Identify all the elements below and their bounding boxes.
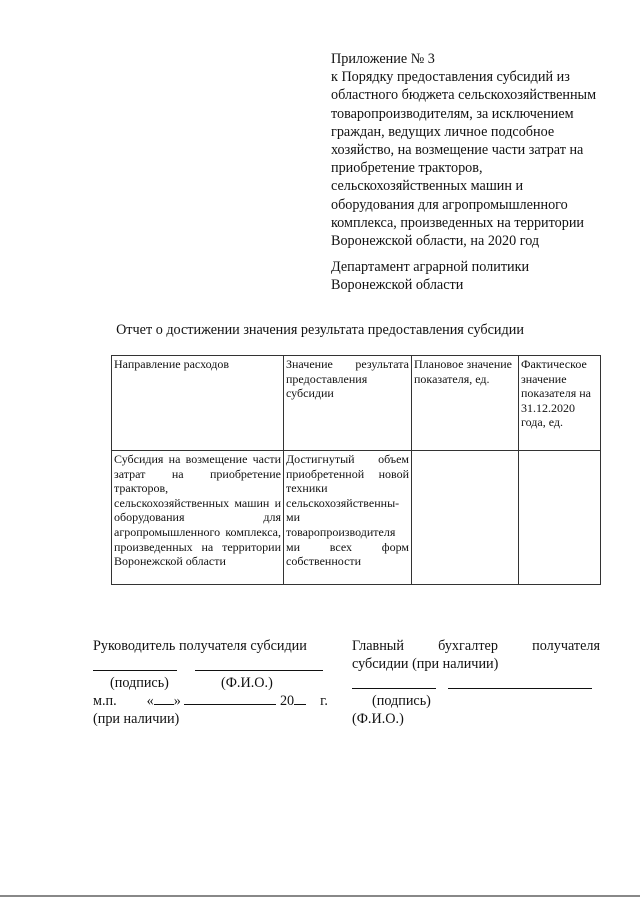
header-direction: Направление расходов — [112, 356, 284, 451]
report-title: Отчет о достижении значения результата предоставления субсидии — [116, 322, 524, 338]
sign-label: (подпись) — [110, 675, 169, 691]
date-line — [93, 692, 328, 710]
header-result: Значение результата предоставления субсидии — [284, 356, 412, 451]
accountant-signature-line[interactable] — [352, 676, 436, 689]
fio-line[interactable] — [195, 658, 323, 671]
year-prefix: 20 — [279, 693, 295, 709]
month-line[interactable] — [184, 692, 276, 705]
year-line[interactable] — [294, 692, 306, 705]
department-line: Воронежской области — [331, 277, 464, 294]
report-table — [111, 355, 601, 585]
appendix-line: к Порядку предоставления субсидий из — [331, 69, 570, 86]
cell-planned[interactable] — [412, 451, 519, 585]
head-signature-title: Руководитель получателя субсидии — [93, 638, 307, 654]
appendix-line: товаропроизводителям, за исключением — [331, 105, 574, 122]
appendix-line: комплекса, произведенных на территории — [331, 214, 585, 231]
appendix-line: областного бюджета сельскохозяйственным — [331, 87, 597, 104]
department-block — [331, 258, 605, 294]
table-header-row — [112, 356, 601, 451]
page-bottom-edge — [0, 895, 640, 897]
if-any-label: (при наличии) — [93, 711, 180, 727]
accountant-fio-label: (Ф.И.О.) — [352, 711, 404, 727]
appendix-line: Воронежской области, на 2020 год — [331, 233, 540, 250]
day-line[interactable] — [154, 692, 174, 705]
accountant-title-line2: субсидии (при наличии) — [352, 656, 499, 672]
accountant-sign-label: (подпись) — [372, 693, 431, 709]
appendix-line: сельскохозяйственных машин и — [331, 178, 524, 195]
appendix-line: граждан, ведущих личное подсобное — [331, 123, 555, 140]
mp-label: м.п. — [93, 693, 117, 709]
signature-line[interactable] — [93, 658, 177, 671]
accountant-title-line1: Главный бухгалтер получателя — [352, 638, 600, 654]
appendix-line: приобретение тракторов, — [331, 160, 483, 177]
fio-label: (Ф.И.О.) — [221, 675, 273, 691]
year-suffix: г. — [320, 693, 328, 709]
header-actual: Фактическое значение показателя на 31.12.2020 года, ед. — [519, 356, 601, 451]
appendix-line: оборудования для агропромышленного — [331, 196, 568, 213]
cell-result: Достигнутый объем приобретенной новой техники сельскохозяйственны-ми товаропроизводителя ми всех форм собственности — [284, 451, 412, 585]
header-planned: Плановое значение показателя, ед. — [412, 356, 519, 451]
department-line: Департамент аграрной политики — [331, 259, 530, 275]
cell-direction: Субсидия на возмещение части затрат на приобретение тракторов, сельскохозяйственных машин и оборудования для агропромышленного комплекса, произведенных на территории Воронежской области — [112, 451, 284, 585]
accountant-fio-line[interactable] — [448, 676, 592, 689]
appendix-block — [331, 50, 605, 250]
quote-open: « — [146, 693, 154, 709]
cell-actual[interactable] — [519, 451, 601, 585]
appendix-line: Приложение № 3 — [331, 51, 435, 67]
quote-close: » — [173, 693, 181, 709]
table-row — [112, 451, 601, 585]
appendix-line: хозяйство, на возмещение части затрат на — [331, 142, 584, 159]
